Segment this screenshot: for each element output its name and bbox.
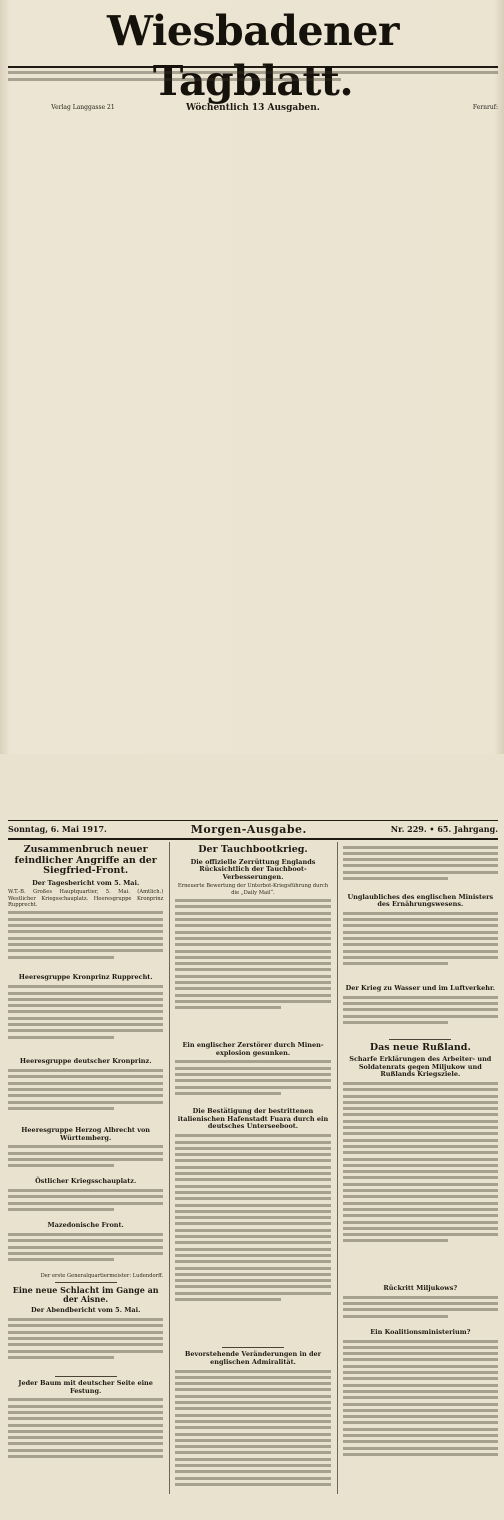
article-headline: Eine neue Schlacht im Gange an der Aisne. (12, 1285, 159, 1305)
column-left (8, 842, 163, 1494)
divider (55, 1376, 117, 1377)
publisher-info: Verlag Langgasse 21 (51, 104, 115, 111)
article-subhead: Die offizielle Zerrüttung Englands Rücksichtlich der Tauchboot-Verbesserungen. (190, 857, 316, 881)
body-text (8, 1069, 163, 1124)
body-text (343, 1296, 498, 1326)
divider (8, 820, 498, 821)
dateline (8, 822, 498, 836)
article-subhead: Scharfe Erklärungen des Arbeiter- und Soldatenrats gegen Miljukow und Rußlands Kriegsziele. (349, 1055, 492, 1079)
edition-label: Morgen-Ausgabe. (190, 822, 307, 836)
body-text (343, 912, 498, 982)
article-headline: Ein englischer Zerstörer durch Minen-explosion gesunken. (182, 1041, 324, 1057)
body-text (8, 1233, 163, 1273)
section-heading: Heeresgruppe deutscher Kronprinz. (19, 1057, 152, 1066)
body-text (8, 1189, 163, 1219)
body-text (175, 1134, 330, 1344)
issue-number: Nr. 229. • 65. Jahrgang. (390, 824, 498, 835)
article-text: Erneuerte Bewertung der Unterbot-Kriegsführung durch die „Daily Mail“. (177, 883, 329, 896)
phone-info: Fernruf: (472, 104, 498, 111)
body-text (343, 996, 498, 1036)
body-text (8, 1145, 163, 1175)
divider (55, 1282, 117, 1283)
masthead-subline (8, 104, 498, 112)
section-heading: Heeresgruppe Herzog Albrecht von Württemberg. (21, 1126, 151, 1142)
body-text (175, 1370, 330, 1520)
edition-info: Wöchentlich 13 Ausgaben. (186, 103, 320, 113)
article-headline: Zusammenbruch neuer feindlicher Angriffe an der Siegfried-Front. (14, 844, 157, 877)
article-headline: Unglaubliches des englischen Ministers des Ernährungswesens. (347, 892, 494, 909)
advertising-strip (8, 71, 498, 819)
section-heading: Mazedonische Front. (47, 1221, 124, 1230)
body-text (8, 985, 163, 1055)
article-headline: Ein Koalitionsministerium? (370, 1327, 471, 1336)
divider (222, 1347, 284, 1348)
section-heading: Östlicher Kriegsschauplatz. (35, 1177, 137, 1186)
divider (389, 1039, 451, 1040)
masthead (8, 6, 498, 113)
body-text (343, 1082, 498, 1282)
body-text (8, 911, 163, 971)
article-headline: Rückritt Miljukows? (383, 1283, 458, 1292)
column-right (337, 842, 498, 1494)
dateline-rule (8, 838, 498, 840)
masthead-title: Wiesbadener Tagblatt. (106, 7, 400, 105)
issue-date: Sonntag, 6. Mai 1917. (8, 824, 107, 835)
body-text (175, 1060, 330, 1105)
column-middle (169, 842, 330, 1494)
article-headline: Der Krieg zu Wasser und im Luftverkehr. (345, 983, 496, 992)
article-headline: Jeder Baum mit deutscher Seite eine Festung. (18, 1379, 153, 1395)
body-text (8, 1398, 163, 1478)
article-headline: Bevorstehende Veränderungen in der englischen Admiralität. (184, 1350, 322, 1366)
article-headline: Die Bestätigung der bestrittenen italienischen Hafenstadt Fuara durch ein deutsches Unterseeboot. (177, 1107, 329, 1131)
article-headline: Das neue Rußland. (369, 1041, 471, 1053)
body-text (8, 1318, 163, 1373)
article-headline: Der Tauchbootkrieg. (198, 844, 308, 856)
article-subhead: Der Tagesbericht vom 5. Mai. (32, 878, 140, 887)
article-text: W.T.-B. Großes Hauptquartier, 5. Mai. (Amtlich.) Westlicher Kriegsschauplatz. Heeresgruppe Kronprinz Rupprecht. (8, 889, 164, 908)
body-text (175, 899, 330, 1039)
article-columns (8, 842, 498, 1494)
signature: Der erste Generalquartiermeister: Ludendorff. (40, 1272, 164, 1279)
body-text (343, 1340, 498, 1490)
article-subhead: Der Abendbericht vom 5. Mai. (30, 1306, 141, 1315)
body-text (343, 846, 498, 891)
section-heading: Heeresgruppe Kronprinz Rupprecht. (18, 973, 153, 982)
